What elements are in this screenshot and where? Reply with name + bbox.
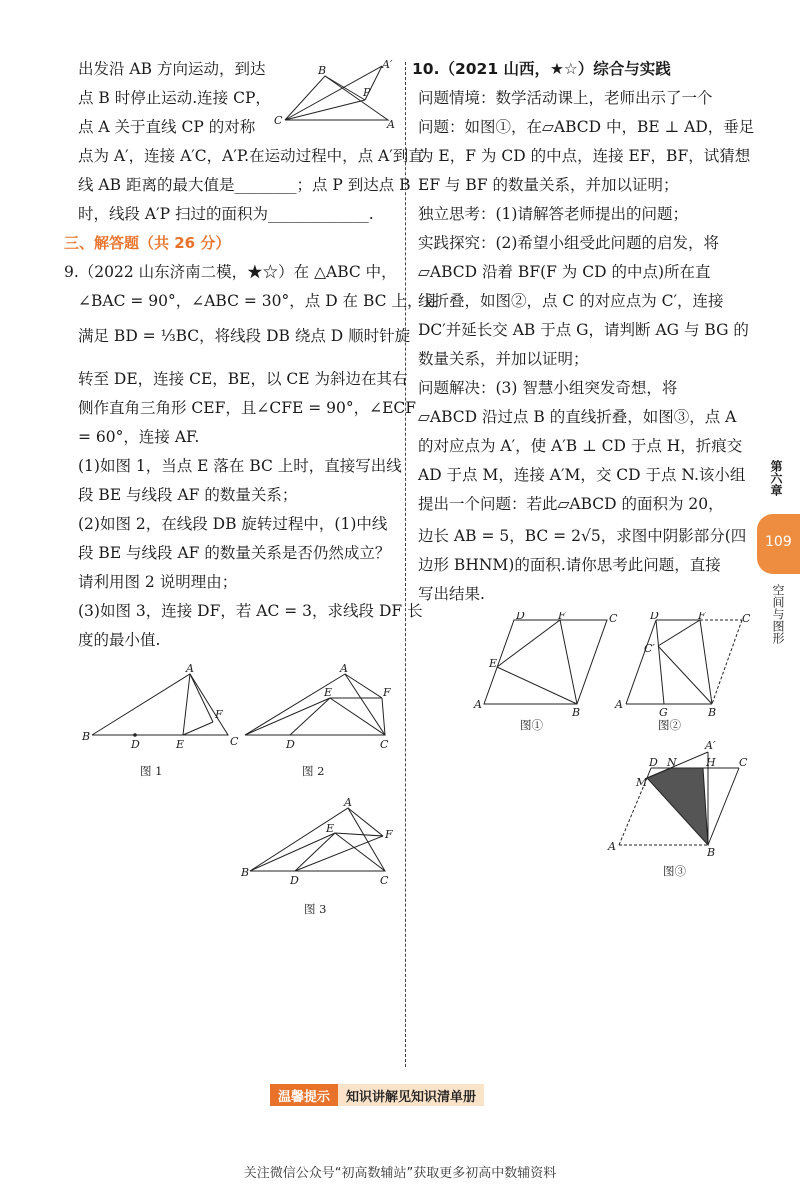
caption-fig-c: 图③ xyxy=(663,864,686,878)
problem-9-title: 9.（2022 山东济南二模，★☆）在 △ABC 中， xyxy=(64,263,397,281)
label-A: A xyxy=(344,796,352,809)
text-line: 请利用图 2 说明理由； xyxy=(78,573,238,591)
chapter-label: 第六章 xyxy=(769,460,783,496)
caption-fig1: 图 1 xyxy=(140,764,163,778)
text-line: (3)如图 3，连接 DF，若 AC = 3，求线段 DF 长 xyxy=(78,602,423,620)
label-F: F xyxy=(385,828,393,841)
figure-circle-3 xyxy=(605,738,755,883)
label-D: D xyxy=(516,612,525,622)
text-line: (2)如图 2，在线段 DB 旋转过程中，(1)中线 xyxy=(78,515,388,533)
label-P: P xyxy=(363,86,371,99)
label-C: C xyxy=(742,612,751,625)
caption-fig3: 图 3 xyxy=(304,902,327,916)
page-number: 109 xyxy=(765,534,792,550)
text-line: 点 B 时停止运动.连接 CP， xyxy=(78,89,271,107)
label-A: A xyxy=(608,840,616,853)
text-line: ▱ABCD 沿过点 B 的直线折叠，如图③，点 A xyxy=(418,408,737,426)
label-F: F xyxy=(698,612,706,622)
text-line: 时，线段 A′P 扫过的面积为_____________. xyxy=(78,205,374,223)
text-line: 的对应点为 A′，使 A′B ⊥ CD 于点 H，折痕交 xyxy=(418,437,743,455)
label-E: E xyxy=(176,738,185,751)
label-B: B xyxy=(241,866,250,879)
text-line: ▱ABCD 沿着 BF(F 为 CD 的中点)所在直 xyxy=(418,263,711,281)
label-D: D xyxy=(131,738,140,751)
text-line: 段 BE 与线段 AF 的数量关系； xyxy=(78,486,298,504)
text-line: 出发沿 AB 方向运动，到达 xyxy=(78,60,266,78)
label-F: F xyxy=(558,612,566,622)
figure-circle-1 xyxy=(472,612,622,737)
caption-fig-a: 图① xyxy=(520,718,543,732)
label-F: F xyxy=(215,708,223,721)
column-divider xyxy=(405,62,406,1067)
text-line: 问题：如图①，在▱ABCD 中，BE ⊥ AD，垂足 xyxy=(418,118,755,136)
label-E: E xyxy=(326,822,335,835)
figure-circle-2 xyxy=(612,612,760,737)
text-line: 写出结果. xyxy=(418,585,485,603)
caption-fig-b: 图② xyxy=(658,718,681,732)
label-C: C xyxy=(380,738,389,751)
label-A1: A′ xyxy=(382,58,393,71)
label-E: E xyxy=(324,686,333,699)
text-line: 段 BE 与线段 AF 的数量关系是否仍然成立？ xyxy=(78,544,391,562)
problem-10-title: 10.（2021 山西，★☆）综合与实践 xyxy=(412,60,671,78)
text-line: 边形 BHNM)的面积.请你思考此问题，直接 xyxy=(418,556,721,574)
label-C: C xyxy=(380,874,389,887)
text-line: DC′并延长交 AB 于点 G，请判断 AG 与 BG 的 xyxy=(418,321,749,339)
figure-2 xyxy=(240,660,400,780)
text-line: 线 AB 距离的最大值是________；点 P 到达点 B xyxy=(78,176,411,194)
text-line: EF 与 BF 的数量关系，并加以证明； xyxy=(418,176,679,194)
label-D: D xyxy=(649,756,658,769)
label-C1: C′ xyxy=(644,642,655,655)
text-line: 度的最小值. xyxy=(78,631,161,649)
page-number-tab xyxy=(757,514,800,574)
text-line: 问题情境：数学活动课上，老师出示了一个 xyxy=(418,89,713,107)
text-line: ∠BAC = 90°，∠ABC = 30°，点 D 在 BC 上，且 xyxy=(78,292,438,310)
label-B: B xyxy=(707,846,716,859)
text-line: (1)如图 1，当点 E 落在 BC 上时，直接写出线 xyxy=(78,457,402,475)
footer-note: 关注微信公众号“初高数辅站”获取更多初高中数辅资料 xyxy=(243,1166,557,1181)
tip-label: 温馨提示 xyxy=(270,1084,338,1106)
label-C: C xyxy=(230,735,239,748)
text-line: 满足 BD = ⅓BC，将线段 DB 绕点 D 顺时针旋 xyxy=(78,327,411,345)
label-F: F xyxy=(383,686,391,699)
figure-3 xyxy=(240,796,400,921)
section-heading: 三、解答题（共 26 分） xyxy=(64,234,231,252)
label-C: C xyxy=(609,612,618,625)
label-M: M xyxy=(636,776,648,789)
text-line: 提出一个问题：若此▱ABCD 的面积为 20， xyxy=(418,495,724,513)
label-B: B xyxy=(318,64,327,77)
label-A1: A′ xyxy=(705,739,716,752)
text-line: = 60°，连接 AF. xyxy=(78,428,200,446)
tip-banner xyxy=(270,1084,484,1106)
text-line: 独立思考：(1)请解答老师提出的问题； xyxy=(418,205,688,223)
label-A: A xyxy=(387,118,395,131)
label-C: C xyxy=(274,114,283,127)
label-N: N xyxy=(667,756,677,769)
text-line: 点 A 关于直线 CP 的对称 xyxy=(78,118,256,136)
text-line: 为 E，F 为 CD 的中点，连接 EF，BF，试猜想 xyxy=(418,147,751,165)
label-G: G xyxy=(659,706,668,719)
label-A: A xyxy=(340,662,348,675)
text-line: 问题解决：(3) 智慧小组突发奇想，将 xyxy=(418,379,678,397)
label-D: D xyxy=(286,738,295,751)
label-D: D xyxy=(650,612,659,622)
figure-p8 xyxy=(270,58,400,133)
text-line: 实践探究：(2)希望小组受此问题的启发，将 xyxy=(418,234,719,252)
figure-1 xyxy=(80,660,240,780)
text-line: 转至 DE，连接 CE，BE，以 CE 为斜边在其右 xyxy=(78,370,408,388)
caption-fig2: 图 2 xyxy=(302,764,325,778)
label-A: A xyxy=(474,698,482,711)
label-D: D xyxy=(290,874,299,887)
label-B: B xyxy=(708,706,717,719)
text-line: 侧作直角三角形 CEF，且∠CFE = 90°，∠ECF xyxy=(78,399,417,417)
label-E: E xyxy=(489,657,498,670)
label-B: B xyxy=(82,730,91,743)
text-line: AD 于点 M，连接 A′M，交 CD 于点 N.该小组 xyxy=(418,466,746,484)
topic-label: 空间与图形 xyxy=(771,584,785,644)
text-line: 数量关系，并加以证明； xyxy=(418,350,589,368)
text-line: 点为 A′，连接 A′C，A′P.在运动过程中，点 A′到直 xyxy=(78,147,424,165)
label-A: A xyxy=(186,662,194,675)
label-H: H xyxy=(706,756,716,769)
label-C: C xyxy=(739,756,748,769)
label-A: A xyxy=(615,698,623,711)
label-B: B xyxy=(572,706,581,719)
text-line: 线折叠，如图②，点 C 的对应点为 C′，连接 xyxy=(418,292,724,310)
text-line: 边长 AB = 5，BC = 2√5，求图中阴影部分(四 xyxy=(418,527,747,545)
tip-text: 知识讲解见知识清单册 xyxy=(338,1084,484,1106)
